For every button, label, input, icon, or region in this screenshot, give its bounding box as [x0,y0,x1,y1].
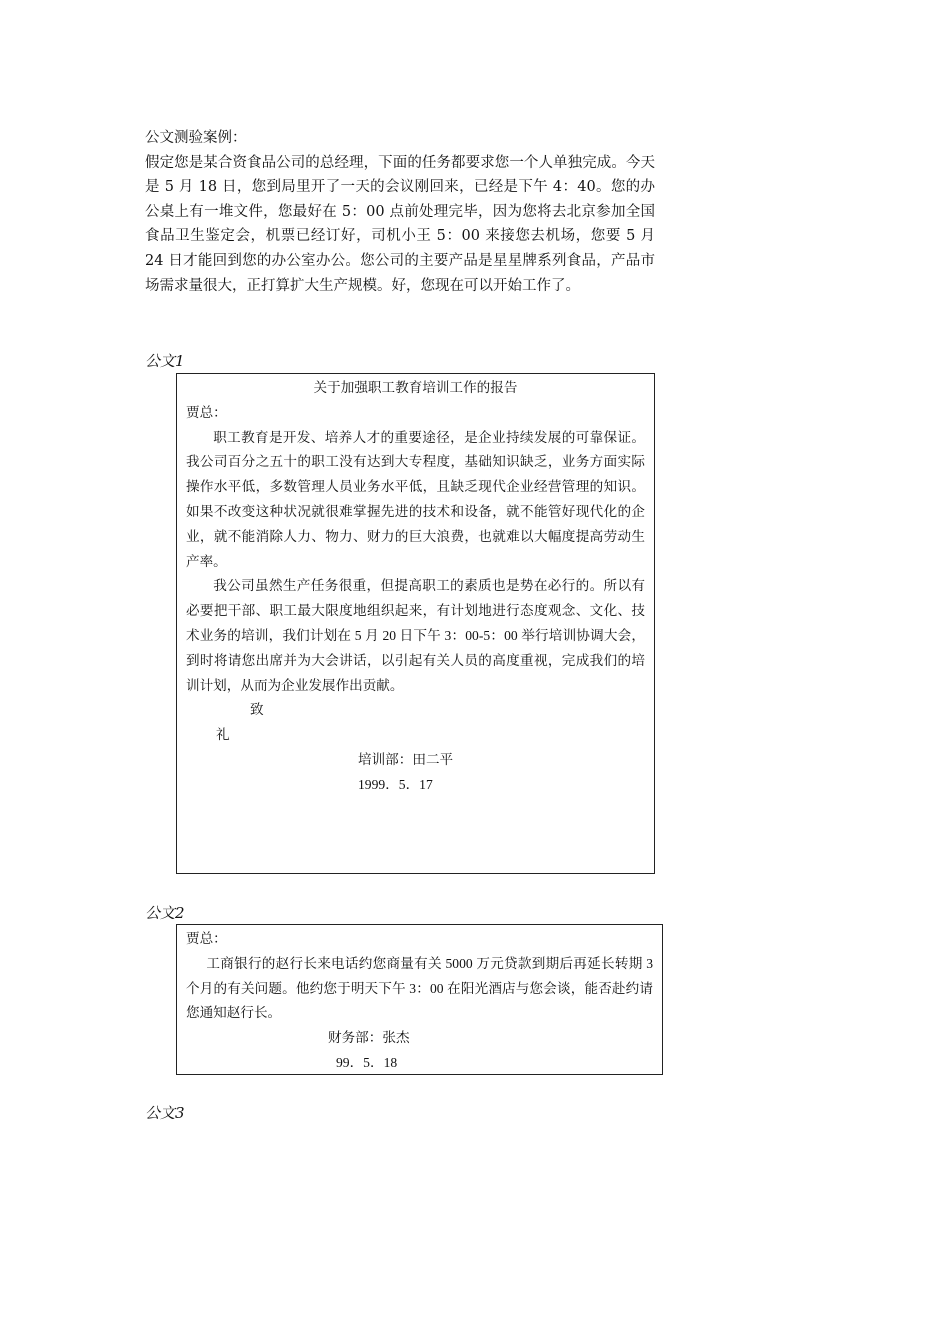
doc-2-label: 公文2 [145,904,185,922]
doc-2-date: 99．5．18 [336,1054,398,1070]
doc-1-signature: 培训部：田二平 [358,751,454,767]
doc-1-salutation: 贾总： [186,404,227,420]
doc-2-signature: 财务部：张杰 [328,1030,410,1046]
doc-3-label: 公文3 [145,1104,185,1122]
doc-1-paragraph-1: 职工教育是开发、培养人才的重要途径，是企业持续发展的可靠保证。我公司百分之五十的职工没有达到大专程度，基础知识缺乏，业务方面实际操作水平低，多数管理人员业务水平低，且缺乏现代企业经营管理的知识。如果不改变这种状况就很难掌握先进的技术和设备，就不能管好现代化的企业，就不能消除人力、物力、财力的巨大浪费，也就难以大幅度提高劳动生产率。 [186,429,645,569]
doc-1-heading: 关于加强职工教育培训工作的报告 [313,380,518,395]
doc-1-date: 1999．5．17 [358,776,433,792]
intro-title: 公文测验案例： [145,130,247,146]
intro-section [145,126,655,298]
doc-1-label: 公文1 [145,352,185,370]
doc-1-paragraph-2: 我公司虽然生产任务很重，但提高职工的素质也是势在必行的。所以有必要把干部、职工最大限度地组织起来，有计划地进行态度观念、文化、技术业务的培训，我们计划在 5 月 20 日下午 3：00-5：00 举行培训协调大会，到时将请您出席并为大会讲话，以引起有关人员的高度重视，完成我们的培训计划，从而为企业发展作出贡献。 [186,578,645,693]
doc-2-box [176,924,663,1075]
doc-1-closing-1: 致 [250,702,264,718]
intro-body: 假定您是某合资食品公司的总经理，下面的任务都要求您一个人单独完成。今天是 5 月 18 日，您到局里开了一天的会议刚回来，已经是下午 4：40。您的办公桌上有一堆文件，您最好在 5：00 点前处理完毕，因为您将去北京参加全国食品卫生鉴定会，机票已经订好，司机小王 5：00 来接您去机场，您要 5 月 24 日才能回到您的办公室办公。您公司的主要产品是星星牌系列食品，产品市场需求量很大，正打算扩大生产规模。好，您现在可以开始工作了。 [145,154,655,294]
doc-2-salutation: 贾总： [186,931,227,946]
doc-2-paragraph-1: 工商银行的赵行长来电话约您商量有关 5000 万元贷款到期后再延长转期 3 个月的有关问题。他约您于明天下午 3：00 在阳光酒店与您会谈，能否赴约请您通知赵行长。 [186,955,653,1021]
doc-1-closing-2: 礼 [216,727,230,743]
doc-1-box [176,373,655,874]
